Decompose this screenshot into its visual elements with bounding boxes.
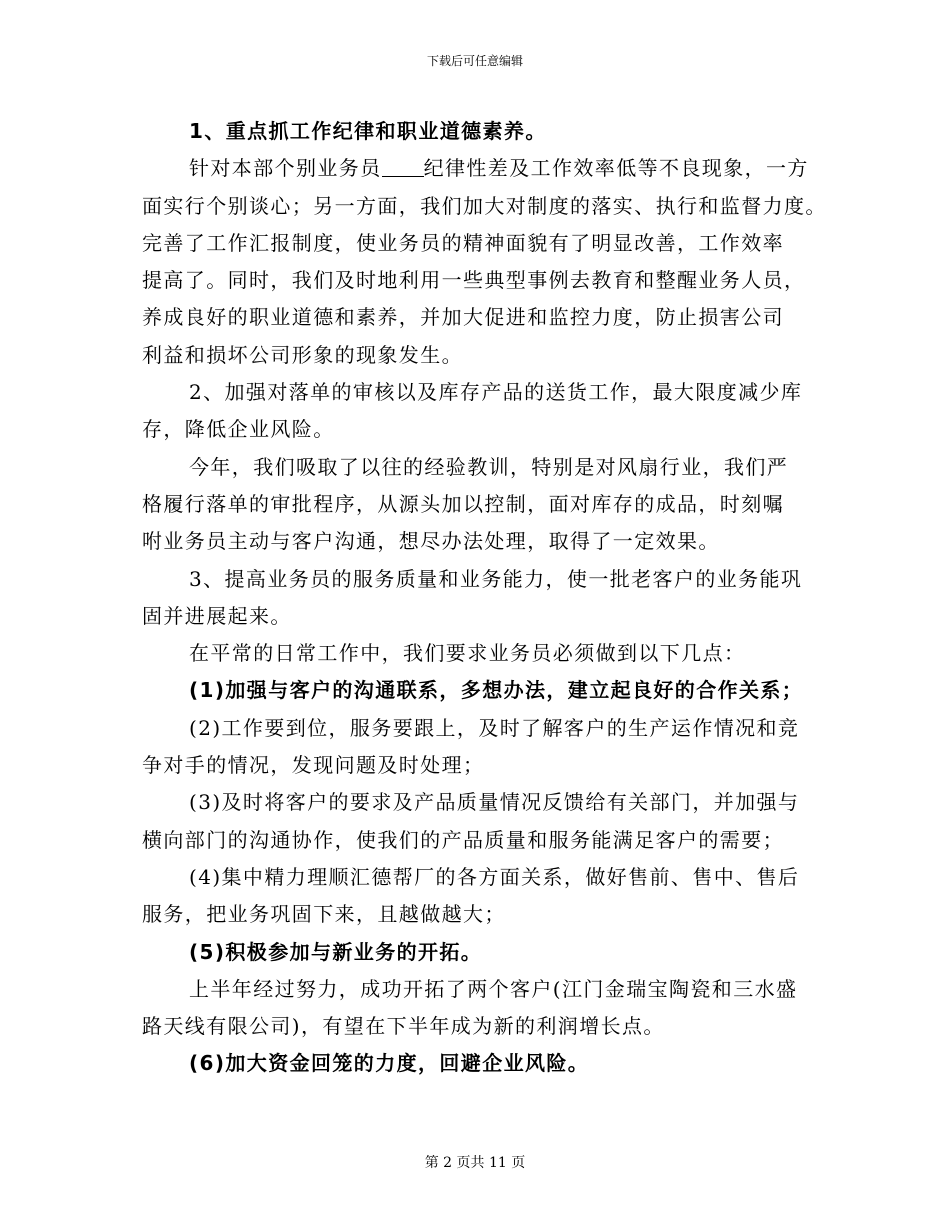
text-line: 养成良好的职业道德和素养，并加大促进和监控力度，防止损害公司 [142, 305, 784, 330]
text-segment: 纪律性差及工作效率低等不良现象，一方 [423, 156, 809, 181]
paragraph-inventory [142, 374, 822, 449]
text-line: 路天线有限公司)，有望在下半年成为新的利润增长点。 [142, 1014, 665, 1039]
text-line: (6)加大资金回笼的力度，回避企业风险。 [189, 1051, 590, 1076]
header-text: 下载后可任意编辑 [426, 54, 523, 68]
text-line: 利益和损坏公司形象的现象发生。 [142, 342, 463, 367]
fill-in-blank [382, 158, 424, 177]
text-line: (1)加强与客户的沟通联系，多想办法，建立起良好的合作关系； [189, 678, 804, 703]
item-6 [142, 1045, 822, 1082]
text-line: 完善了工作汇报制度，使业务员的精神面貌有了明显改善，工作效率 [142, 230, 784, 255]
text-line: 存，降低企业风险。 [142, 417, 335, 442]
current-page-number: 2 [443, 1155, 453, 1171]
text-line: 争对手的情况，发现问题及时处理； [142, 753, 485, 778]
text-line: 在平常的日常工作中，我们要求业务员必须做到以下几点： [189, 641, 746, 666]
paragraph-service-quality [142, 561, 822, 636]
text-line: 提高了。同时，我们及时地利用一些典型事例去教育和整醒业务人员， [142, 268, 806, 293]
footer-suffix: 页 [511, 1155, 526, 1171]
text-line: 1、重点抓工作纪律和职业道德素养。 [189, 119, 547, 143]
text-line [142, 150, 822, 187]
page-footer [0, 1155, 950, 1171]
item-3 [142, 784, 822, 859]
document-body [142, 113, 827, 1083]
item-1 [142, 672, 822, 709]
text-line: 3、提高业务员的服务质量和业务能力，使一批老客户的业务能巩 [189, 566, 803, 591]
text-line: 服务，把业务巩固下来，且越做越大； [142, 902, 506, 927]
text-line: (4)集中精力理顺汇德帮厂的各方面关系，做好售前、售中、售后 [189, 864, 800, 889]
text-line: 固并进展起来。 [142, 603, 292, 628]
paragraph-requirements-intro [142, 635, 822, 672]
footer-prefix: 第 [424, 1155, 439, 1171]
text-line: (5)积极参加与新业务的开拓。 [189, 939, 483, 964]
text-line: 咐业务员主动与客户沟通，想尽办法处理，取得了一定效果。 [142, 529, 720, 554]
text-line: 横向部门的沟通协作，使我们的产品质量和服务能满足客户的需要； [142, 827, 784, 852]
page-header [0, 54, 950, 68]
text-line: 格履行落单的审批程序，从源头加以控制，面对库存的成品，时刻嘱 [142, 491, 784, 516]
item-5 [142, 934, 822, 971]
text-line: (3)及时将客户的要求及产品质量情况反馈给有关部门，并加强与 [189, 790, 800, 815]
heading-discipline [142, 113, 822, 150]
text-segment: 针对本部个别业务员 [189, 156, 382, 181]
footer-middle: 页共 [456, 1155, 485, 1171]
text-line: 上半年经过努力，成功开拓了两个客户(江门金瑞宝陶瓷和三水盛 [189, 976, 798, 1001]
item-4 [142, 859, 822, 934]
paragraph-new-clients [142, 971, 822, 1046]
text-line: 2、加强对落单的审核以及库存产品的送货工作，最大限度减少库 [189, 380, 803, 405]
text-line: 面实行个别谈心；另一方面，我们加大对制度的落实、执行和监督力度。 [142, 193, 827, 218]
paragraph-discipline-body [142, 150, 827, 374]
text-line: 今年，我们吸取了以往的经验教训，特别是对风扇行业，我们严 [189, 454, 789, 479]
item-2 [142, 710, 822, 785]
paragraph-this-year [142, 449, 822, 561]
total-page-count: 11 [489, 1155, 507, 1171]
text-line: (2)工作要到位，服务要跟上，及时了解客户的生产运作情况和竞 [189, 715, 800, 740]
